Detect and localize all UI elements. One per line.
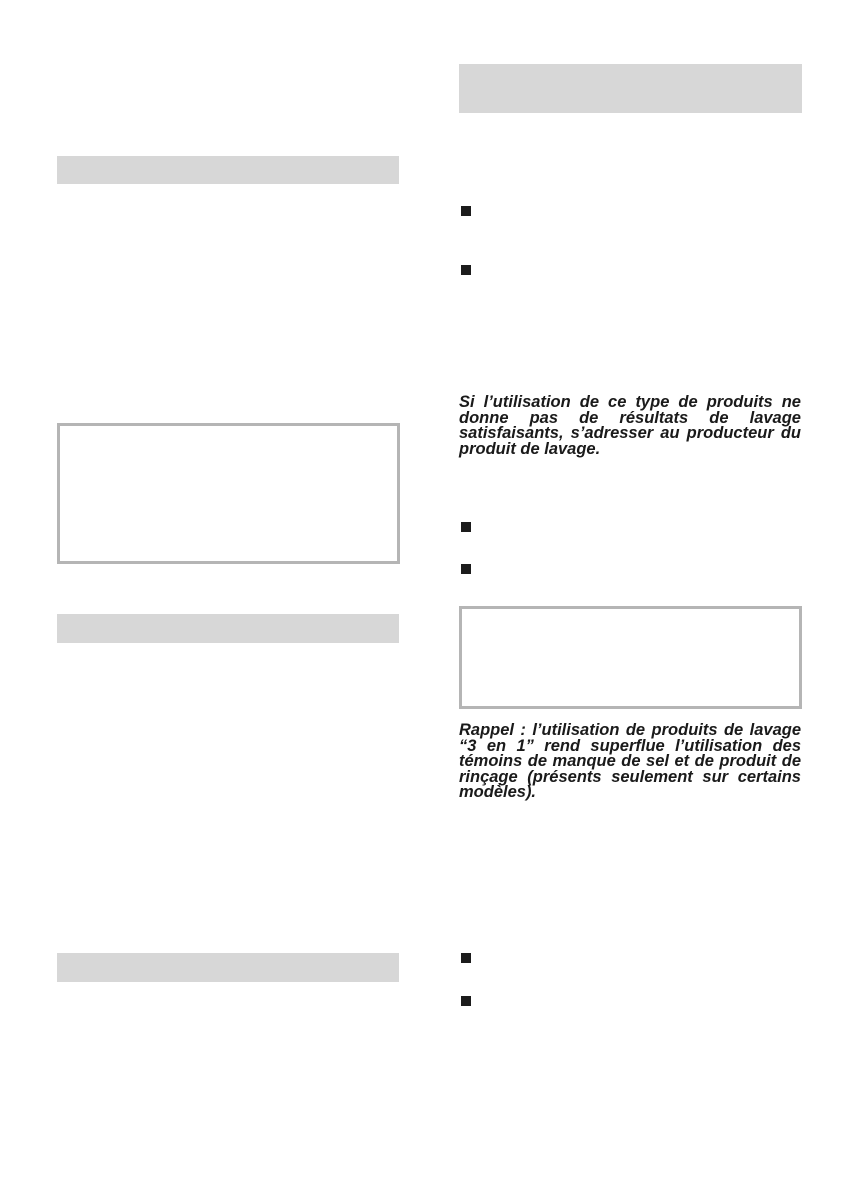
note-results: Si l’utilisation de ce type de produits ne donne pas de résultats de lavage satisfaisants, s’adresser au producteur du produit de lavage. bbox=[459, 393, 801, 458]
bullet-icon bbox=[461, 206, 471, 216]
bullet-icon bbox=[461, 522, 471, 532]
section-bar-2 bbox=[57, 614, 399, 643]
bullet-icon bbox=[461, 996, 471, 1006]
note-reminder: Rappel : l’utilisation de produits de lavage “3 en 1” rend superflue l’utilisation des témoins de manque de sel et de produit de rinçage (présents seulement sur certains modèles). bbox=[459, 721, 801, 801]
note-box-left bbox=[57, 423, 400, 564]
note-box-right bbox=[459, 606, 802, 709]
section-bar-1 bbox=[57, 156, 399, 184]
bullet-icon bbox=[461, 265, 471, 275]
bullet-icon bbox=[461, 953, 471, 963]
header-bar bbox=[459, 64, 802, 113]
bullet-icon bbox=[461, 564, 471, 574]
section-bar-3 bbox=[57, 953, 399, 982]
